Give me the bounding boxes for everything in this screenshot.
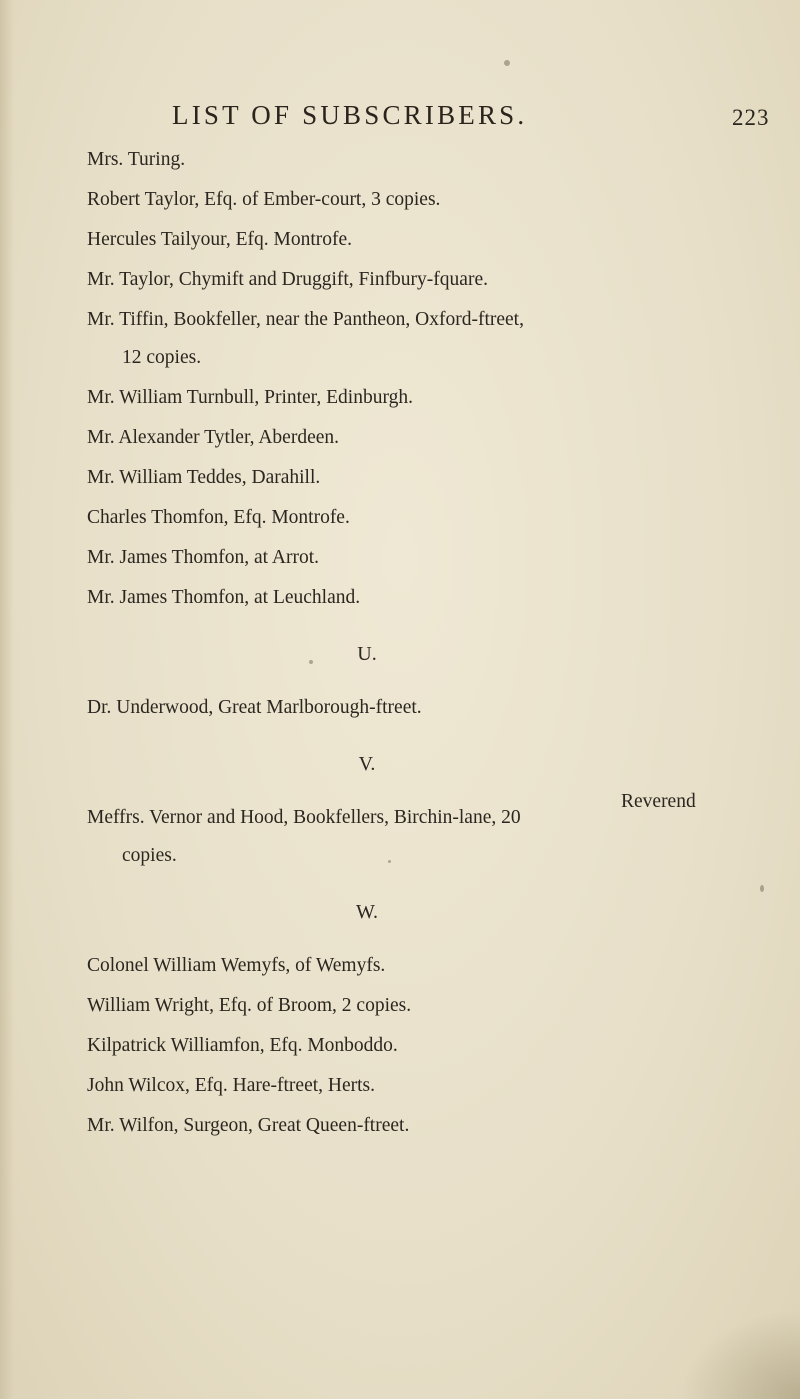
paper-speck: [309, 660, 313, 664]
entry-line: Mr. Tiffin, Bookfeller, near the Pantheon, Oxford-ftreet,: [87, 309, 524, 330]
subscriber-entry: Mrs. Turing.: [87, 149, 186, 170]
subscriber-entry: John Wilcox, Efq. Hare-ftreet, Herts.: [87, 1075, 376, 1096]
section-letter-w: W.: [355, 901, 379, 923]
subscriber-entry: Mr. James Thomfon, at Arrot.: [87, 547, 319, 568]
entry-continuation: 12 copies.: [122, 347, 202, 368]
corner-wear: [680, 1309, 800, 1399]
subscriber-entry: Mr. William Turnbull, Printer, Edinburgh.: [87, 387, 413, 408]
section-letter-v: V.: [358, 753, 376, 775]
subscriber-entry: Mr. William Teddes, Darahill.: [87, 467, 321, 488]
page-gutter-shadow: [0, 0, 14, 1399]
subscriber-entry: Mr. Alexander Tytler, Aberdeen.: [87, 427, 340, 448]
subscriber-entry: Charles Thomfon, Efq. Montrofe.: [87, 507, 350, 528]
section-letter-u: U.: [357, 643, 377, 665]
paper-speck: [504, 60, 510, 66]
subscriber-entry: Robert Taylor, Efq. of Ember-court, 3 copies.: [87, 189, 441, 210]
subscriber-entry: Dr. Underwood, Great Marlborough-ftreet.: [87, 697, 422, 718]
page-header: [0, 100, 800, 140]
subscriber-list: [87, 140, 767, 1146]
subscriber-entry: Mr. James Thomfon, at Leuchland.: [87, 587, 361, 608]
subscriber-entry: Mr. Taylor, Chymift and Druggift, Finfbury-fquare.: [87, 269, 488, 290]
subscriber-entry: William Wright, Efq. of Broom, 2 copies.: [87, 995, 412, 1016]
catchword: Reverend: [621, 791, 696, 812]
entry-line: Meffrs. Vernor and Hood, Bookfellers, Birchin-lane, 20: [87, 807, 521, 828]
entry-continuation: copies.: [122, 845, 177, 866]
paper-speck: [760, 885, 764, 892]
subscriber-entry: Kilpatrick Williamfon, Efq. Monboddo.: [87, 1035, 398, 1056]
subscriber-entry: [87, 300, 767, 378]
subscriber-entry: Colonel William Wemyfs, of Wemyfs.: [87, 955, 386, 976]
subscriber-entry: Mr. Wilfon, Surgeon, Great Queen-ftreet.: [87, 1115, 410, 1136]
page-number: 223: [732, 105, 770, 130]
subscriber-entry: Hercules Tailyour, Efq. Montrofe.: [87, 229, 353, 250]
running-title: LIST OF SUBSCRIBERS.: [172, 100, 528, 130]
paper-speck: [388, 860, 391, 863]
